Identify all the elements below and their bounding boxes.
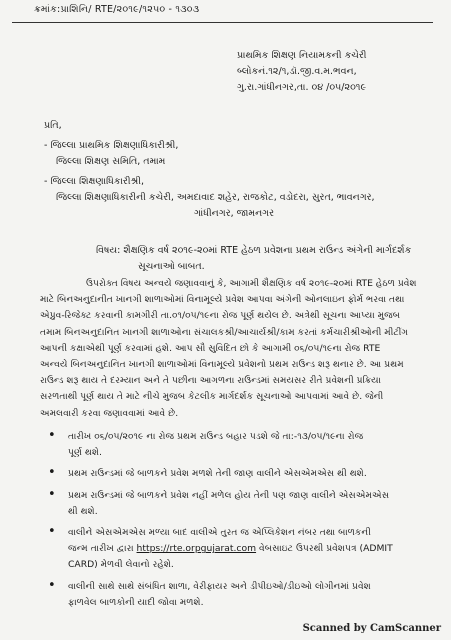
list-item-line: • તારીખ ૦૬/૦૫/૨૦૧૯ ના રોજ પ્રથમ રાઉન્ડ બહાર પડશે જે તા:-૧૩/૦૫/૧૯ના રોજ [68, 431, 364, 442]
issuing-office-block [237, 48, 367, 96]
recipient-line: ગાંધીનગર, જામનગર [194, 208, 275, 219]
header-divider [12, 22, 433, 23]
list-item-line: CARD) મેળવી લેવાનો રહેશે. [68, 559, 174, 571]
body-line: અન્વયે બિનઅનુદાનિત ખાનગી શાળાઓમાં વિનામૂલ્યે પ્રવેશનો પ્રથમ રાઉન્ડ શરૂ થનાર છે. આ પ્રથમ [40, 359, 404, 371]
body-line: ઉપરોક્ત વિષય અન્વયે જણાવવાનું કે, આગામી શૈક્ષણિક વર્ષ ૨૦૧૯-૨૦માં RTE હેઠળ પ્રવેશ [86, 278, 417, 289]
list-item-line: થી થશે. [68, 505, 98, 517]
list-item-line: • વાલીને એસએમએસ મળ્યા બાદ વાલીએ તુરત જ એપ્લિકેશન નંબર તથા બાળકની [68, 527, 371, 539]
reference-number: ક્રમાંક:પ્રાશિનિ/ RTE/૨૦૧૯/૧૨૫૦ - ૧૩૦૩ [34, 4, 200, 15]
body-line: અમલવારી કરવા જણાવવામાં આવે છે. [40, 407, 179, 419]
list-item [44, 579, 440, 611]
list-item [44, 525, 440, 574]
recipient-line: - જિલ્લા પ્રાથમિક શિક્ષણાધિકારીશ્રી, [44, 140, 179, 151]
office-date: ગુ.રા.ગાંધીનગર,તા. ૦૪ /૦૫/૨૦૧૯ [237, 82, 367, 93]
list-item-line [68, 541, 440, 557]
body-line: રાઉન્ડ શરૂ થાય તે દરમ્યાન અને તે પછીના આગળના રાઉન્ડમાં સમયસર રીતે પ્રવેશની પ્રક્રિયા [40, 375, 381, 387]
salutation: પ્રતિ, [44, 120, 62, 131]
text-span: વેબસાઇટ ઉપરથી પ્રવેશપત્ર (ADMIT [258, 543, 393, 555]
list-item [44, 466, 440, 482]
body-line: આપની કક્ષાએથી પૂર્ણ કરવામાં હશે. આપ સૌ સુવિદિત છો કે આગામી ૦૬/૦૫/૧૯ના રોજ RTE [40, 342, 381, 354]
scanner-watermark: Scanned by CamScanner [302, 623, 441, 634]
body-line: એપ્રુવ-રિજેક્ટ કરવાની કામગીરી તા.૦૧/૦૫/૧૯ના રોજ પૂર્ણ થયેલ છે. અત્રેથી સૂચના આપ્યા મુજબ [40, 310, 401, 322]
body-line: માટે બિનઅનુદાનીત ખાનગી શાળાઓમાં વિનામૂલ્યે પ્રવેશ આપવા અંગેની ઓનલાઇન ફોર્મ ભરવા તથા [40, 294, 405, 306]
recipient-line: જિલ્લા શિક્ષણ સમિતિ, તમામ [56, 156, 166, 167]
list-item [44, 488, 440, 520]
list-item [44, 429, 440, 461]
guideline-list [44, 429, 440, 616]
recipient-group-2 [44, 174, 434, 222]
recipient-line: જિલ્લા શિક્ષણાધિકારીની કચેરી, અમદાવાદ શહેર, રાજકોટ, વડોદરા, સુરત, ભાવનગર, [56, 192, 375, 203]
list-item-line: • વાલીની સાથે સાથે સંબંધિત શાળા, વેરીફાયર અને ડીપીઇઓ/ડીઇઓ લોગીનમાં પ્રવેશ [68, 580, 371, 592]
body-line: સરળતાથી પૂર્ણ થાય તે માટે નીચે મુજબ કેટલીક માર્ગદર્શક સૂચનાઓ આપવામાં આવે છે. જેની [40, 391, 384, 403]
recipient-line: - જિલ્લા શિક્ષણાધિકારીશ્રી, [44, 176, 145, 187]
subject-line: વિષય: શૈક્ષણિક વર્ષ ૨૦૧૯-૨૦માં RTE હેઠળ પ્રવેશના પ્રથમ રાઉન્ડ અંગેની માર્ગદર્શક [96, 245, 412, 256]
office-address: બ્લોકનં.૧૨/૧,ડૉ.જી.વ.મ.ભવન, [237, 66, 357, 77]
list-item-line: • પ્રથમ રાઉન્ડમાં જે બાળકને પ્રવેશ નહીં મળેલ હોય તેની પણ જાણ વાલીને એસએમએસ [68, 489, 390, 501]
body-line: તમામ બિનઅનુદાનિત ખાનગી શાળાઓના સંચાલકશ્રી/આચાર્યશ્રી/કામ કરતાં કર્મચારીશ્રીઓની મીટીંગ [40, 326, 409, 338]
office-name: પ્રાથમિક શિક્ષણ નિયામકની કચેરી [237, 50, 367, 61]
list-item-line: ફાળવેલ બાળકોની યાદી જોવા મળશે. [68, 596, 204, 608]
subject-block [96, 243, 441, 275]
body-paragraph [40, 276, 440, 422]
recipient-group-1 [44, 138, 178, 170]
website-link[interactable]: https://rte.orpgujarat.com [136, 543, 257, 555]
list-item-line: • પ્રથમ રાઉન્ડમાં જે બાળકને પ્રવેશ મળશે તેની જાણ વાલીને એસએમએસ થી થશે. [68, 468, 367, 480]
subject-line: સૂચનાઓ બાબત. [138, 261, 205, 272]
list-item-line: પૂર્ણ થશે. [68, 447, 102, 459]
text-span: જન્મ તારીખ દ્વારા [68, 543, 134, 555]
